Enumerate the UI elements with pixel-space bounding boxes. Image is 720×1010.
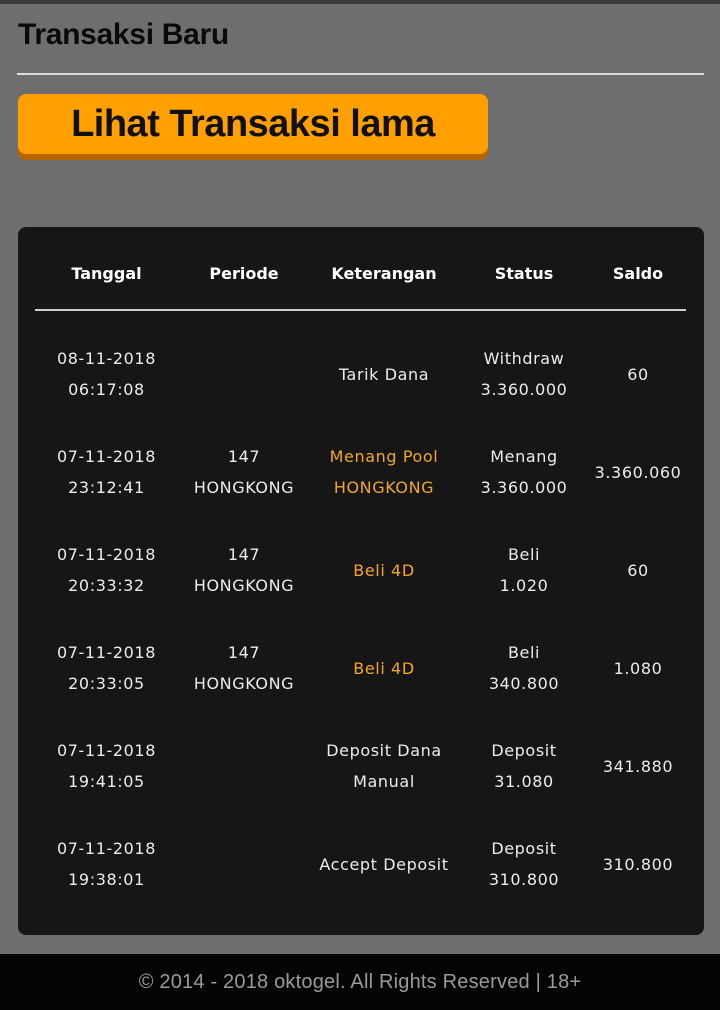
column-header-tanggal: Tanggal [71,264,142,283]
saldo-text: 3.360.060 [594,462,682,482]
time-text: 20:33:05 [68,674,145,693]
saldo-text: 1.080 [613,658,663,678]
saldo-text: 341.880 [602,756,674,776]
cell-status [458,521,590,619]
cell-status [458,423,590,521]
status-amount: 310.800 [488,870,560,889]
cell-keterangan [310,815,458,913]
time-text: 06:17:08 [68,380,145,399]
date-text: 07-11-2018 [57,839,156,858]
cell-saldo [590,521,686,619]
status-text: Menang [490,447,558,466]
time-text: 19:38:01 [68,870,145,889]
cell-saldo [590,325,686,423]
period-number: 147 [227,643,261,662]
description-text: Menang Pool HONGKONG [329,447,439,497]
cell-periode [178,325,310,423]
cell-status [458,325,590,423]
cell-tanggal [35,521,178,619]
cell-status [458,717,590,815]
column-header-periode: Periode [209,264,279,283]
description-text: Accept Deposit [319,854,449,874]
cell-keterangan[interactable] [310,423,458,521]
date-text: 07-11-2018 [57,643,156,662]
saldo-text: 310.800 [602,854,674,874]
cell-tanggal [35,325,178,423]
period-number: 147 [227,447,261,466]
title-divider [17,73,704,75]
time-text: 23:12:41 [68,478,145,497]
saldo-text: 60 [627,560,649,580]
table-row [35,619,686,717]
saldo-text: 60 [627,364,649,384]
cell-keterangan[interactable] [310,521,458,619]
period-name: HONGKONG [193,576,295,595]
date-text: 07-11-2018 [57,447,156,466]
cell-periode [178,815,310,913]
top-edge-bar [0,0,720,4]
cell-periode [178,619,310,717]
table-row [35,815,686,913]
status-text: Beli [507,545,541,564]
cell-saldo [590,423,686,521]
description-text: Deposit Dana Manual [326,741,442,791]
period-number: 147 [227,545,261,564]
period-name: HONGKONG [193,478,295,497]
status-amount: 340.800 [488,674,560,693]
cell-periode [178,717,310,815]
date-text: 08-11-2018 [57,349,156,368]
status-text: Deposit [491,839,557,858]
cell-tanggal [35,717,178,815]
cell-tanggal [35,815,178,913]
status-amount: 1.020 [499,576,549,595]
footer-copyright: © 2014 - 2018 oktogel. All Rights Reserved | 18+ [0,954,720,1010]
table-row [35,717,686,815]
column-header-saldo: Saldo [612,264,664,283]
cell-saldo [590,717,686,815]
date-text: 07-11-2018 [57,545,156,564]
period-name: HONGKONG [193,674,295,693]
transactions-table [18,227,704,935]
cell-keterangan [310,717,458,815]
table-header [35,227,686,311]
column-header-keterangan: Keterangan [331,264,437,283]
time-text: 20:33:32 [68,576,145,595]
cell-saldo [590,619,686,717]
old-transactions-button[interactable]: Lihat Transaksi lama [18,94,488,154]
cell-status [458,815,590,913]
status-text: Beli [507,643,541,662]
date-text: 07-11-2018 [57,741,156,760]
column-header-status: Status [494,264,554,283]
table-row [35,325,686,423]
cell-tanggal [35,619,178,717]
description-text: Beli 4D [353,560,415,580]
status-amount: 3.360.000 [480,478,568,497]
status-text: Withdraw [483,349,565,368]
cell-saldo [590,815,686,913]
time-text: 19:41:05 [68,772,145,791]
table-row [35,521,686,619]
description-text: Beli 4D [353,658,415,678]
cell-tanggal [35,423,178,521]
table-row [35,423,686,521]
status-text: Deposit [491,741,557,760]
description-text: Tarik Dana [338,364,430,384]
cell-keterangan [310,325,458,423]
status-amount: 3.360.000 [480,380,568,399]
page-title: Transaksi Baru [18,18,229,51]
cell-status [458,619,590,717]
status-amount: 31.080 [494,772,554,791]
cell-keterangan[interactable] [310,619,458,717]
cell-periode [178,521,310,619]
cell-periode [178,423,310,521]
